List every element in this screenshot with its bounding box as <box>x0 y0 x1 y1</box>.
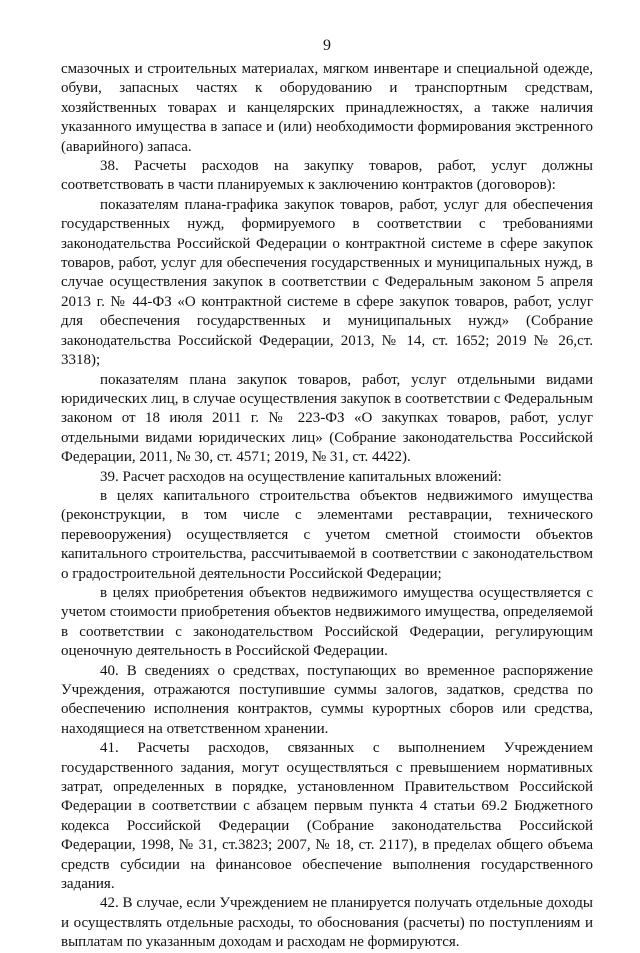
paragraph-38-plan-schedule: показателям плана-графика закупок товаров, работ, услуг для обеспечения государственных нужд, формируемого в соответствии с требованиями законодательства Российской Федерации о контрактной системе в сфере закупок товаров, работ, услуг для обеспечения государственных и муниципальных нужд, в случае осуществления закупок в соответствии с Федеральным законом 5 апреля 2013 г. № 44-ФЗ «О контрактной системе в сфере закупок товаров, работ, услуг для обеспечения государственных и муниципальных нужд» (Собрание законодательства Российской Федерации, 2013, № 14, ст. 1652; 2019 № 26,ст. 3318); <box>61 196 593 369</box>
paragraph-41: 41. Расчеты расходов, связанных с выполнением Учреждением государственного задания, могут осуществляться с превышением нормативных затрат, определенных в порядке, установленном Правительством Российской Федерации в соответствии с абзацем первым пункта 4 статьи 69.2 Бюджетного кодекса Российской Федерации (Собрание законодательства Российской Федерации, 1998, № 31, ст.3823; 2007, № 18, ст. 2117), в пределах общего объема средств субсидии на финансовое обеспечение выполнения государственного задания. <box>61 740 593 893</box>
paragraph-39-construction: в целях капитального строительства объектов недвижимого имущества (реконструкции, в том числе с элементами реставрации, технического перевооружения) осуществляется с учетом сметной стоимости объектов капитального строительства, рассчитываемой в соответствии с законодательством о градостроительной деятельности Российской Федерации; <box>61 487 593 582</box>
paragraph-42: 42. В случае, если Учреждением не планируется получать отдельные доходы и осуществлять отдельные расходы, то обоснования (расчеты) по поступлениям и выплатам по указанным доходам и расходам не формируются. <box>61 895 593 951</box>
paragraph-continuation: смазочных и строительных материалах, мягком инвентаре и специальной одежде, обуви, запасных частях к оборудованию и транспортным средствам, хозяйственных товарах и канцелярских принадлежностях, а также наличия указанного имущества в запасе и (или) необходимости формирования экстренного (аварийного) запаса. <box>61 61 593 155</box>
paragraph-40: 40. В сведениях о средствах, поступающих во временное распоряжение Учреждения, отражаются поступившие суммы залогов, задатков, средства по обеспечению исполнения контрактов, суммы курортных сборов или средства, находящиеся на ответственном хранении. <box>61 662 593 737</box>
paragraph-39: 39. Расчет расходов на осуществление капитальных вложений: <box>100 468 502 485</box>
paragraph-38-procurement-plan: показателям плана закупок товаров, работ, услуг отдельными видами юридических лиц, в случае осуществления закупок в соответствии с Федеральным законом от 18 июля 2011 г. № 223-ФЗ «О закупках товаров, работ, услуг отдельными видами юридических лиц» (Собрание законодательства Российской Федерации, 2011, № 30, ст. 4571; 2019, № 31, ст. 4422). <box>61 371 593 466</box>
page-number: 9 <box>323 37 331 54</box>
document-body <box>61 60 593 953</box>
document-page <box>61 0 593 951</box>
paragraph-39-acquisition: в целях приобретения объектов недвижимого имущества осуществляется с учетом стоимости приобретения объектов недвижимого имущества, определяемой в соответствии с законодательством Российской Федерации, регулирующим оценочную деятельность в Российской Федерации. <box>61 584 593 660</box>
paragraph-38: 38. Расчеты расходов на закупку товаров, работ, услуг должны соответствовать в части планируемых к заключению контрактов (договоров): <box>61 158 593 194</box>
